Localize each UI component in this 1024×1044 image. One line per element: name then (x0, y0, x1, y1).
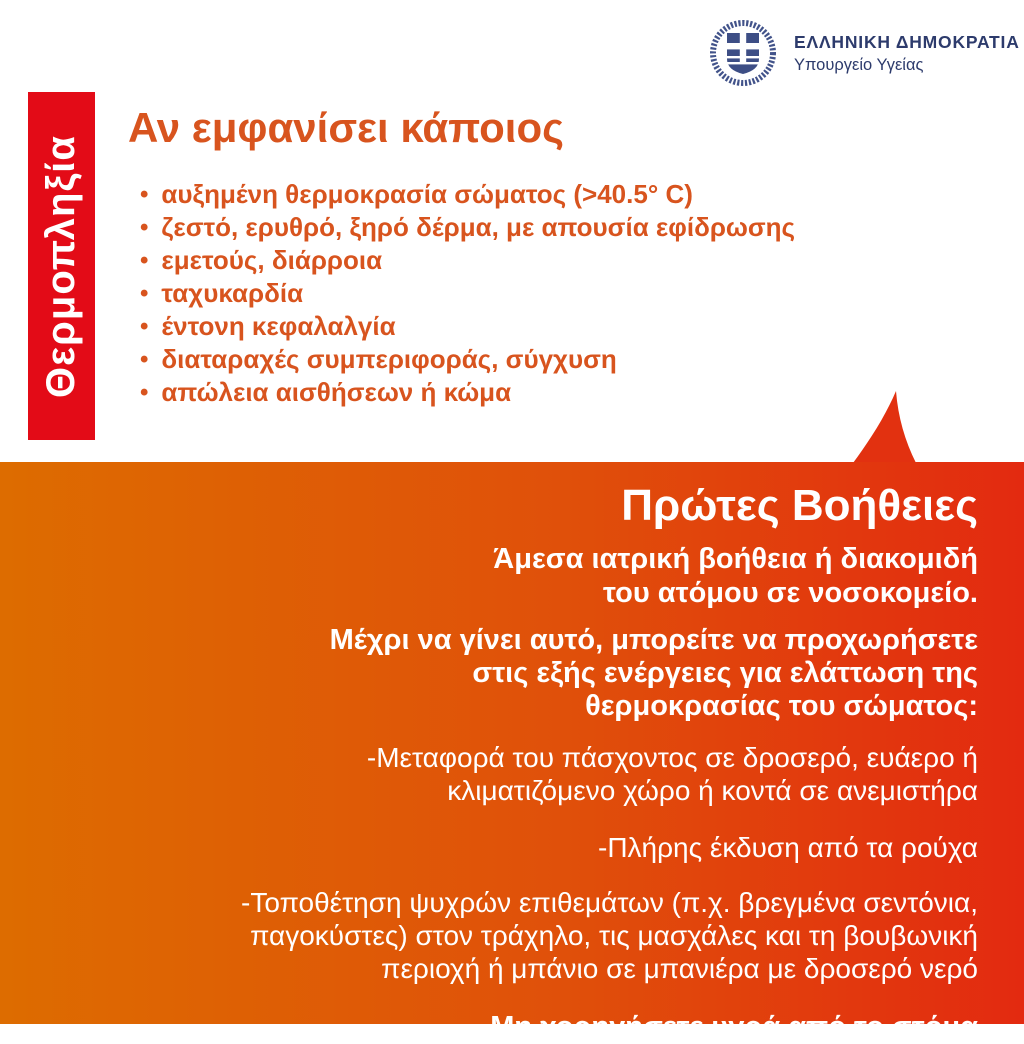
symptom-item (140, 343, 988, 376)
topic-banner (28, 92, 95, 440)
topic-banner-label: Θερμοπληξία (39, 134, 83, 398)
bullet-icon: • (140, 313, 149, 340)
ministry-logo (706, 16, 1020, 90)
symptoms-title: Αν εμφανίσει κάποιος (128, 104, 564, 151)
flame-tail-icon (853, 391, 917, 463)
first-aid-lead: Άμεσα ιατρική βοήθεια ή διακομιδή του ατόμου σε νοσοκομείο. (493, 543, 978, 609)
greek-coat-of-arms-icon (706, 16, 780, 90)
first-aid-step: -Μεταφορά του πάσχοντος σε δροσερό, ευάερο ή κλιματιζόμενο χώρο ή κοντά σε ανεμιστήρα (366, 742, 978, 806)
symptom-text: ζεστό, ερυθρό, ξηρό δέρμα, με απουσία εφίδρωσης (161, 212, 796, 242)
symptom-text: εμετούς, διάρροια (161, 245, 383, 275)
first-aid-step: -Τοποθέτηση ψυχρών επιθεμάτων (π.χ. βρεγμένα σεντόνια, παγοκύστες) στον τράχηλο, τις μασχάλες και τη βουβωνική περιοχή ή μπάνιο σε μπανιέρα με δροσερό νερό (241, 887, 978, 984)
symptom-item (140, 277, 988, 310)
bullet-icon: • (140, 247, 149, 274)
bullet-icon: • (140, 346, 149, 373)
symptom-item (140, 178, 988, 211)
first-aid-step: -Πλήρης έκδυση από τα ρούχα (598, 832, 978, 863)
first-aid-section (0, 462, 1024, 1043)
symptoms-section (128, 104, 988, 409)
symptom-text: διαταραχές συμπεριφοράς, σύγχυση (161, 344, 617, 374)
ministry-logo-text (794, 32, 1020, 75)
first-aid-step: -Μη χορηγήσετε υγρά από το στόμα (480, 1011, 978, 1043)
symptom-item (140, 244, 988, 277)
ministry-of-health-label: Υπουργείο Υγείας (794, 55, 924, 74)
hellenic-republic-label: ΕΛΛΗΝΙΚΗ ΔΗΜΟΚΡΑΤΙΑ (794, 31, 1020, 52)
symptom-text: έντονη κεφαλαλγία (161, 311, 396, 341)
first-aid-intro: Μέχρι να γίνει αυτό, μπορείτε να προχωρήσετε στις εξής ενέργειες για ελάττωση της θερμοκρασίας του σώματος: (329, 624, 978, 722)
bullet-icon: • (140, 214, 149, 241)
symptom-item (140, 211, 988, 244)
symptoms-list (128, 178, 988, 409)
symptom-text: ταχυκαρδία (161, 278, 304, 308)
symptom-text: απώλεια αισθήσεων ή κώμα (161, 377, 512, 407)
symptom-item (140, 310, 988, 343)
bullet-icon: • (140, 379, 149, 406)
symptom-text: αυξημένη θερμοκρασία σώματος (>40.5° C) (161, 179, 693, 209)
bullet-icon: • (140, 181, 149, 208)
bullet-icon: • (140, 280, 149, 307)
first-aid-title: Πρώτες Βοήθειες (621, 481, 978, 530)
